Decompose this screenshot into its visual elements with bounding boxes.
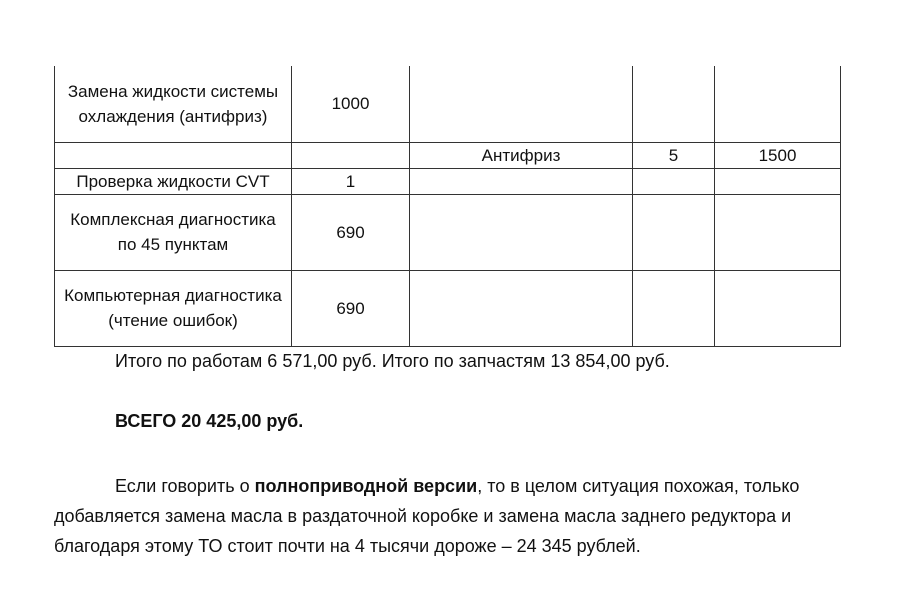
parts-table bbox=[54, 66, 841, 347]
paragraph-bold-text: полноприводной версии bbox=[254, 476, 478, 496]
table-cell bbox=[633, 194, 715, 270]
table-cell bbox=[715, 168, 841, 194]
table-cell: Компьютерная диагностика (чтение ошибок) bbox=[55, 270, 292, 346]
table-cell bbox=[715, 194, 841, 270]
table-cell: 5 bbox=[633, 142, 715, 168]
totals-line: Итого по работам 6 571,00 руб. Итого по запчастям 13 854,00 руб. bbox=[115, 351, 670, 371]
table-row bbox=[55, 194, 841, 270]
table-cell: 1 bbox=[292, 168, 410, 194]
table-cell bbox=[292, 142, 410, 168]
table-row bbox=[55, 142, 841, 168]
table-cell bbox=[715, 66, 841, 142]
table-cell bbox=[633, 66, 715, 142]
body-paragraph bbox=[54, 471, 854, 561]
table-cell: Проверка жидкости CVT bbox=[55, 168, 292, 194]
table-cell: 1000 bbox=[292, 66, 410, 142]
table-cell bbox=[715, 270, 841, 346]
table-row bbox=[55, 66, 841, 142]
table-cell: 690 bbox=[292, 194, 410, 270]
paragraph-text-before: Если говорить о bbox=[115, 476, 255, 496]
table-cell bbox=[55, 142, 292, 168]
table-row bbox=[55, 168, 841, 194]
table-cell: Комплексная диагностика по 45 пунктам bbox=[55, 194, 292, 270]
table-cell bbox=[410, 194, 633, 270]
table-cell: Замена жидкости системы охлаждения (антифриз) bbox=[55, 66, 292, 142]
table-cell bbox=[410, 66, 633, 142]
table-cell bbox=[633, 168, 715, 194]
grand-total: ВСЕГО 20 425,00 руб. bbox=[115, 411, 304, 431]
table-cell: Антифриз bbox=[410, 142, 633, 168]
table-row bbox=[55, 270, 841, 346]
table-cell: 1500 bbox=[715, 142, 841, 168]
table-cell: 690 bbox=[292, 270, 410, 346]
table-cell bbox=[410, 270, 633, 346]
paragraph-text-after: , то в целом ситуация похожая, только добавляется замена масла в раздаточной коробке и замена масла заднего редуктора и благодаря этому ТО стоит почти на 4 тысячи дороже – 24 345 рублей. bbox=[54, 476, 800, 556]
table-cell bbox=[410, 168, 633, 194]
table-cell bbox=[633, 270, 715, 346]
